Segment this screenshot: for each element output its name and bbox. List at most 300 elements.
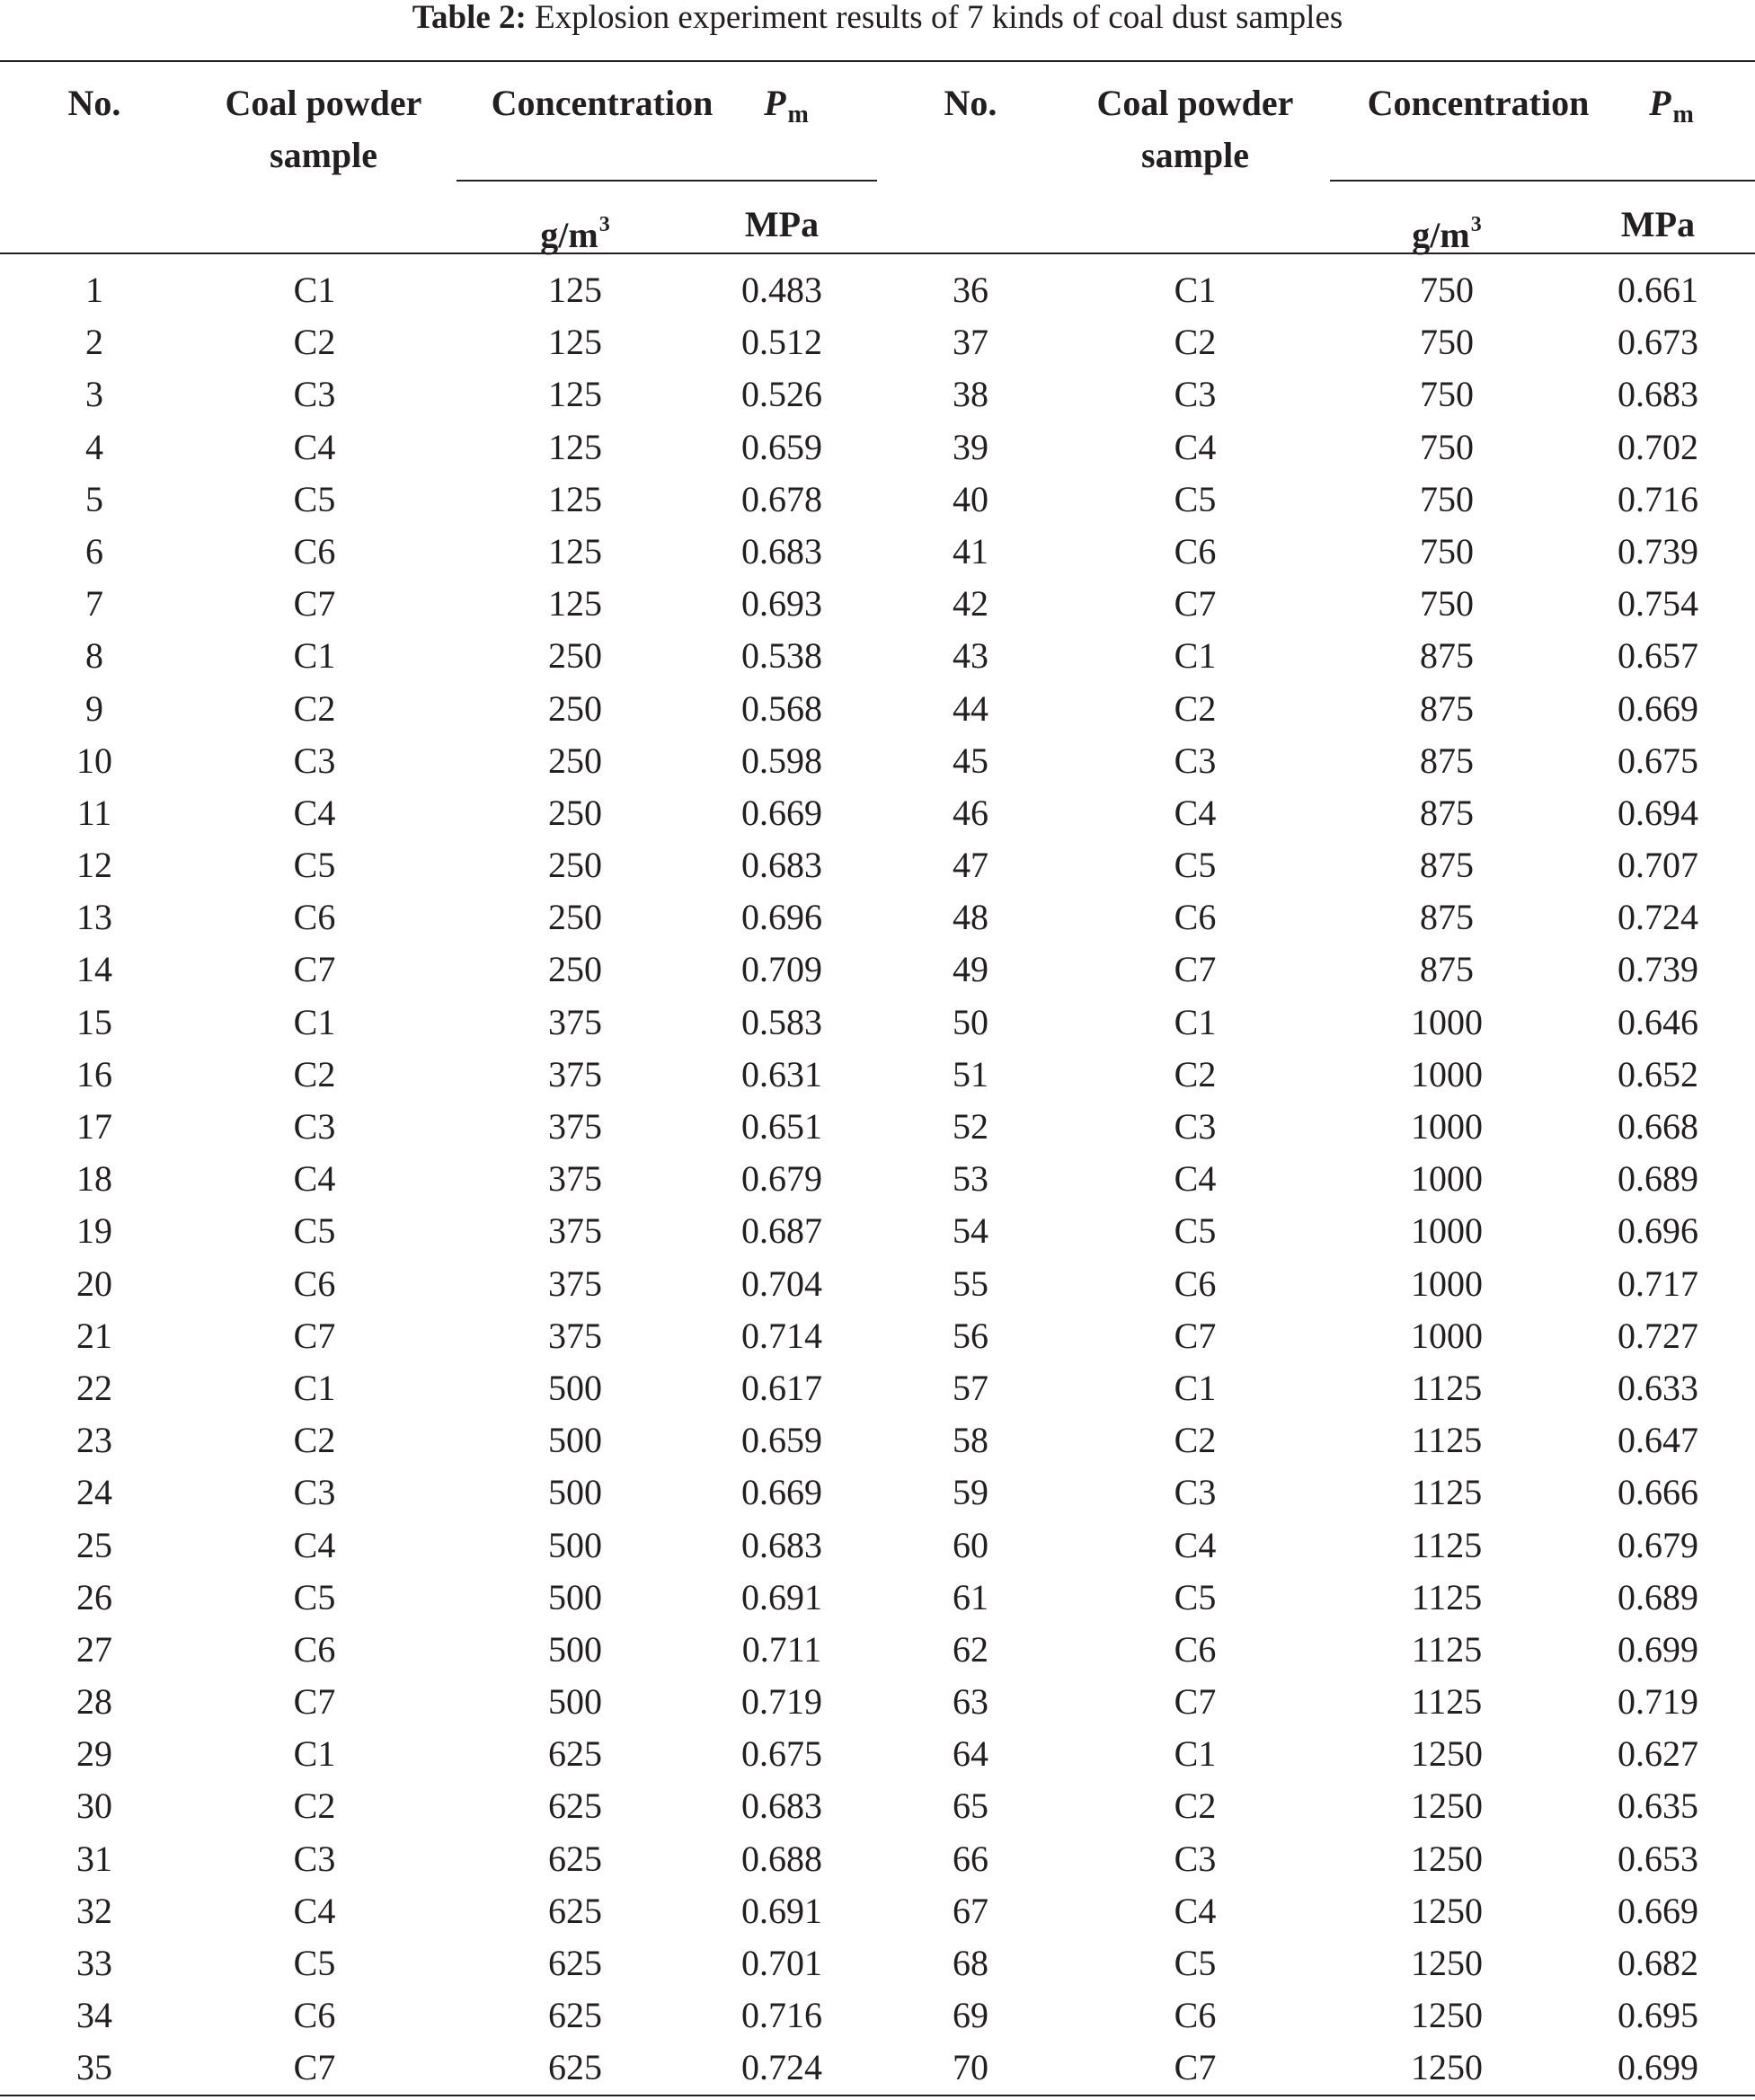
cell-no: 15	[76, 1001, 112, 1042]
cell-no: 27	[76, 1628, 112, 1670]
table-row	[0, 1885, 1755, 1937]
cell-no: 61	[953, 1576, 988, 1617]
cell-pm: 0.669	[741, 792, 822, 833]
cell-pm: 0.695	[1618, 1995, 1698, 2036]
concentration-rule-left	[456, 180, 877, 182]
cell-no: 49	[953, 949, 988, 990]
cell-concentration: 125	[548, 530, 602, 572]
cell-no: 39	[953, 426, 988, 467]
cell-no: 14	[76, 949, 112, 990]
cell-pm: 0.714	[741, 1315, 822, 1356]
cell-no: 8	[85, 635, 103, 677]
cell-sample: C4	[1174, 1890, 1217, 1931]
cell-sample: C5	[1174, 1943, 1217, 1983]
cell-pm: 0.724	[1618, 897, 1698, 938]
cell-concentration: 250	[548, 635, 602, 677]
cell-pm: 0.683	[741, 1785, 822, 1827]
table-row	[0, 526, 1755, 578]
cell-concentration: 875	[1420, 845, 1474, 886]
cell-no: 2	[85, 322, 103, 363]
cell-sample: C1	[1174, 270, 1217, 310]
cell-sample: C6	[293, 1628, 336, 1670]
cell-no: 13	[76, 897, 112, 938]
cell-concentration: 500	[548, 1472, 602, 1513]
cell-pm: 0.719	[741, 1681, 822, 1723]
cell-no: 33	[76, 1943, 112, 1983]
cell-sample: C1	[293, 1367, 336, 1408]
cell-concentration: 1000	[1411, 1053, 1483, 1094]
header-pm-right: $P_m$	[1649, 83, 1694, 128]
cell-pm: 0.688	[741, 1838, 822, 1879]
table-caption	[0, 0, 1755, 36]
table-row	[0, 1780, 1755, 1832]
cell-concentration: 875	[1420, 792, 1474, 833]
cell-pm: 0.683	[741, 845, 822, 886]
cell-sample: C6	[1174, 530, 1217, 572]
cell-pm: 0.682	[1618, 1943, 1698, 1983]
cell-concentration: 1125	[1411, 1420, 1483, 1461]
cell-concentration: 1125	[1411, 1367, 1483, 1408]
caption-label: Table 2:	[412, 0, 527, 36]
table-row	[0, 1362, 1755, 1414]
cell-sample: C6	[293, 897, 336, 938]
cell-concentration: 1000	[1411, 1263, 1483, 1304]
cell-sample: C2	[1174, 1053, 1217, 1094]
cell-concentration: 625	[548, 2047, 602, 2088]
cell-sample: C7	[293, 949, 336, 990]
cell-concentration: 375	[548, 1210, 602, 1252]
table-row	[0, 683, 1755, 735]
cell-sample: C4	[293, 1890, 336, 1931]
cell-no: 11	[76, 792, 112, 833]
cell-concentration: 1125	[1411, 1628, 1483, 1670]
cell-no: 6	[85, 530, 103, 572]
cell-no: 18	[76, 1158, 112, 1200]
cell-sample: C3	[1174, 1106, 1217, 1147]
cell-pm: 0.724	[741, 2047, 822, 2088]
cell-pm: 0.727	[1618, 1315, 1698, 1356]
cell-pm: 0.633	[1618, 1367, 1698, 1408]
cell-no: 48	[953, 897, 988, 938]
cell-sample: C1	[293, 635, 336, 677]
cell-sample: C1	[1174, 1733, 1217, 1775]
cell-sample: C2	[293, 322, 336, 363]
cell-sample: C5	[293, 1576, 336, 1617]
cell-no: 54	[953, 1210, 988, 1252]
cell-pm: 0.683	[741, 1524, 822, 1565]
cell-sample: C4	[293, 1158, 336, 1200]
table-row	[0, 1520, 1755, 1572]
cell-concentration: 750	[1420, 426, 1474, 467]
cell-sample: C5	[1174, 845, 1217, 886]
cell-concentration: 750	[1420, 322, 1474, 363]
cell-concentration: 125	[548, 426, 602, 467]
table-row	[0, 316, 1755, 368]
cell-pm: 0.583	[741, 1001, 822, 1042]
table-row	[0, 1624, 1755, 1676]
cell-no: 43	[953, 635, 988, 677]
cell-no: 55	[953, 1263, 988, 1304]
cell-concentration: 250	[548, 740, 602, 781]
cell-no: 10	[76, 740, 112, 781]
table-row	[0, 1101, 1755, 1153]
cell-sample: C7	[1174, 949, 1217, 990]
cell-pm: 0.675	[741, 1733, 822, 1775]
cell-pm: 0.711	[741, 1628, 822, 1670]
cell-sample: C6	[293, 1995, 336, 2036]
header-concentration-left: Concentration	[491, 83, 714, 123]
table-row	[0, 787, 1755, 839]
cell-concentration: 125	[548, 270, 602, 310]
cell-sample: C3	[1174, 1838, 1217, 1879]
cell-no: 56	[953, 1315, 988, 1356]
cell-no: 1	[85, 270, 103, 310]
cell-concentration: 1250	[1411, 1890, 1483, 1931]
cell-no: 20	[76, 1263, 112, 1304]
cell-sample: C5	[293, 1210, 336, 1252]
cell-sample: C5	[293, 478, 336, 519]
cell-pm: 0.661	[1618, 270, 1698, 310]
header-concentration-right: Concentration	[1367, 83, 1590, 123]
cell-concentration: 750	[1420, 583, 1474, 625]
cell-pm: 0.716	[741, 1995, 822, 2036]
cell-sample: C6	[1174, 1263, 1217, 1304]
cell-no: 34	[76, 1995, 112, 2036]
cell-no: 45	[953, 740, 988, 781]
cell-concentration: 500	[548, 1420, 602, 1461]
cell-no: 69	[953, 1995, 988, 2036]
cell-concentration: 375	[548, 1315, 602, 1356]
cell-sample: C5	[1174, 478, 1217, 519]
cell-pm: 0.598	[741, 740, 822, 781]
cell-pm: 0.716	[1618, 478, 1698, 519]
cell-concentration: 500	[548, 1367, 602, 1408]
cell-sample: C2	[1174, 687, 1217, 729]
cell-no: 32	[76, 1890, 112, 1931]
cell-sample: C1	[293, 270, 336, 310]
cell-concentration: 625	[548, 1785, 602, 1827]
header-unit-pm-right: MPa	[1620, 204, 1696, 244]
cell-no: 7	[85, 583, 103, 625]
cell-concentration: 1250	[1411, 1995, 1483, 2036]
cell-pm: 0.647	[1618, 1420, 1698, 1461]
cell-no: 64	[953, 1733, 988, 1775]
table-row	[0, 735, 1755, 787]
cell-no: 63	[953, 1681, 988, 1723]
cell-no: 36	[953, 270, 988, 310]
bottom-rule	[0, 2095, 1755, 2096]
cell-no: 25	[76, 1524, 112, 1565]
cell-pm: 0.701	[741, 1943, 822, 1983]
table-row	[0, 944, 1755, 996]
concentration-rule-right	[1330, 180, 1755, 182]
cell-no: 30	[76, 1785, 112, 1827]
table-row	[0, 891, 1755, 944]
header-pm-left: $P_m$	[764, 83, 809, 128]
cell-pm: 0.669	[1618, 687, 1698, 729]
table-row	[0, 2042, 1755, 2094]
cell-sample: C4	[293, 792, 336, 833]
cell-sample: C7	[1174, 1681, 1217, 1723]
table-row	[0, 474, 1755, 526]
table-row	[0, 1205, 1755, 1257]
cell-pm: 0.659	[741, 426, 822, 467]
cell-concentration: 1250	[1411, 1838, 1483, 1879]
cell-pm: 0.689	[1618, 1158, 1698, 1200]
cell-no: 46	[953, 792, 988, 833]
cell-pm: 0.696	[1618, 1210, 1698, 1252]
cell-concentration: 750	[1420, 270, 1474, 310]
cell-concentration: 375	[548, 1053, 602, 1094]
cell-sample: C3	[293, 740, 336, 781]
cell-sample: C5	[293, 845, 336, 886]
cell-concentration: 1000	[1411, 1158, 1483, 1200]
cell-pm: 0.538	[741, 635, 822, 677]
cell-concentration: 1000	[1411, 1001, 1483, 1042]
cell-pm: 0.668	[1618, 1106, 1698, 1147]
cell-sample: C1	[1174, 1367, 1217, 1408]
cell-sample: C4	[1174, 426, 1217, 467]
cell-sample: C2	[1174, 322, 1217, 363]
cell-pm: 0.683	[1618, 374, 1698, 415]
cell-pm: 0.651	[741, 1106, 822, 1147]
cell-no: 17	[76, 1106, 112, 1147]
table-row	[0, 1989, 1755, 2042]
cell-sample: C6	[293, 1263, 336, 1304]
cell-no: 62	[953, 1628, 988, 1670]
cell-concentration: 1250	[1411, 1733, 1483, 1775]
cell-pm: 0.691	[741, 1890, 822, 1931]
cell-sample: C3	[293, 1106, 336, 1147]
table-row	[0, 1258, 1755, 1310]
caption-text: Explosion experiment results of 7 kinds of coal dust samples	[535, 0, 1343, 36]
cell-no: 35	[76, 2047, 112, 2088]
cell-concentration: 500	[548, 1681, 602, 1723]
cell-concentration: 1000	[1411, 1106, 1483, 1147]
cell-sample: C3	[293, 374, 336, 415]
cell-concentration: 625	[548, 1733, 602, 1775]
cell-concentration: 500	[548, 1628, 602, 1670]
cell-sample: C2	[293, 1420, 336, 1461]
cell-concentration: 875	[1420, 740, 1474, 781]
cell-sample: C4	[1174, 1524, 1217, 1565]
cell-sample: C6	[1174, 1995, 1217, 2036]
cell-no: 16	[76, 1053, 112, 1094]
cell-pm: 0.679	[1618, 1524, 1698, 1565]
cell-sample: C3	[293, 1472, 336, 1513]
cell-concentration: 1125	[1411, 1576, 1483, 1617]
cell-pm: 0.627	[1618, 1733, 1698, 1775]
cell-sample: C5	[1174, 1210, 1217, 1252]
cell-concentration: 875	[1420, 687, 1474, 729]
table-row	[0, 578, 1755, 630]
cell-no: 68	[953, 1943, 988, 1983]
cell-no: 38	[953, 374, 988, 415]
cell-no: 40	[953, 478, 988, 519]
cell-concentration: 1250	[1411, 1785, 1483, 1827]
cell-sample: C3	[1174, 1472, 1217, 1513]
header-unit-pm-left: MPa	[744, 204, 820, 244]
cell-concentration: 1125	[1411, 1681, 1483, 1723]
cell-concentration: 375	[548, 1263, 602, 1304]
cell-pm: 0.669	[741, 1472, 822, 1513]
cell-concentration: 625	[548, 1890, 602, 1931]
cell-no: 28	[76, 1681, 112, 1723]
cell-concentration: 125	[548, 374, 602, 415]
table-row	[0, 1676, 1755, 1728]
cell-pm: 0.691	[741, 1576, 822, 1617]
cell-no: 44	[953, 687, 988, 729]
cell-no: 50	[953, 1001, 988, 1042]
header-unit-conc-left: $g/m^3$	[540, 213, 610, 255]
table-row	[0, 1572, 1755, 1624]
header-unit-conc-right: $g/m^3$	[1412, 213, 1482, 255]
cell-pm: 0.675	[1618, 740, 1698, 781]
cell-no: 37	[953, 322, 988, 363]
cell-no: 58	[953, 1420, 988, 1461]
cell-concentration: 250	[548, 949, 602, 990]
cell-pm: 0.673	[1618, 322, 1698, 363]
table-row	[0, 1049, 1755, 1101]
cell-no: 67	[953, 1890, 988, 1931]
cell-no: 31	[76, 1838, 112, 1879]
table-row	[0, 630, 1755, 682]
header-no-right: No.	[944, 83, 997, 123]
table-row	[0, 997, 1755, 1049]
table-row	[0, 1466, 1755, 1519]
cell-concentration: 125	[548, 322, 602, 363]
cell-pm: 0.754	[1618, 583, 1698, 625]
cell-concentration: 1250	[1411, 2047, 1483, 2088]
cell-no: 26	[76, 1576, 112, 1617]
header-no-left: No.	[67, 83, 121, 123]
cell-pm: 0.694	[1618, 792, 1698, 833]
cell-sample: C3	[1174, 740, 1217, 781]
cell-no: 23	[76, 1420, 112, 1461]
cell-sample: C7	[293, 583, 336, 625]
cell-concentration: 875	[1420, 897, 1474, 938]
cell-concentration: 375	[548, 1106, 602, 1147]
cell-sample: C5	[293, 1943, 336, 1983]
table-row	[0, 368, 1755, 421]
cell-no: 52	[953, 1106, 988, 1147]
cell-pm: 0.699	[1618, 2047, 1698, 2088]
cell-concentration: 250	[548, 897, 602, 938]
cell-no: 29	[76, 1733, 112, 1775]
cell-sample: C7	[293, 1315, 336, 1356]
table-row	[0, 839, 1755, 891]
cell-no: 53	[953, 1158, 988, 1200]
cell-no: 42	[953, 583, 988, 625]
cell-no: 47	[953, 845, 988, 886]
cell-no: 3	[85, 374, 103, 415]
cell-no: 59	[953, 1472, 988, 1513]
cell-concentration: 250	[548, 687, 602, 729]
cell-no: 51	[953, 1053, 988, 1094]
cell-sample: C4	[1174, 1158, 1217, 1200]
cell-sample: C7	[293, 2047, 336, 2088]
cell-pm: 0.631	[741, 1053, 822, 1094]
cell-no: 65	[953, 1785, 988, 1827]
table-body	[0, 264, 1755, 2095]
cell-pm: 0.739	[1618, 530, 1698, 572]
cell-concentration: 875	[1420, 635, 1474, 677]
cell-concentration: 250	[548, 845, 602, 886]
cell-no: 24	[76, 1472, 112, 1513]
cell-concentration: 625	[548, 1943, 602, 1983]
cell-sample: C3	[293, 1838, 336, 1879]
cell-concentration: 250	[548, 792, 602, 833]
cell-pm: 0.666	[1618, 1472, 1698, 1513]
cell-concentration: 875	[1420, 949, 1474, 990]
cell-pm: 0.709	[741, 949, 822, 990]
cell-pm: 0.717	[1618, 1263, 1698, 1304]
header-sample-right: Coal powder sample	[1096, 83, 1294, 175]
table-row	[0, 1153, 1755, 1205]
table-row	[0, 1728, 1755, 1780]
cell-concentration: 125	[548, 478, 602, 519]
cell-sample: C2	[1174, 1785, 1217, 1827]
cell-no: 66	[953, 1838, 988, 1879]
cell-pm: 0.526	[741, 374, 822, 415]
cell-pm: 0.702	[1618, 426, 1698, 467]
cell-no: 22	[76, 1367, 112, 1408]
cell-pm: 0.483	[741, 270, 822, 310]
cell-sample: C6	[1174, 897, 1217, 938]
cell-concentration: 750	[1420, 478, 1474, 519]
table-row	[0, 1937, 1755, 1989]
cell-no: 4	[85, 426, 103, 467]
cell-concentration: 1000	[1411, 1315, 1483, 1356]
cell-pm: 0.635	[1618, 1785, 1698, 1827]
cell-no: 12	[76, 845, 112, 886]
cell-concentration: 750	[1420, 530, 1474, 572]
cell-pm: 0.646	[1618, 1001, 1698, 1042]
cell-no: 5	[85, 478, 103, 519]
cell-no: 21	[76, 1315, 112, 1356]
cell-sample: C4	[293, 1524, 336, 1565]
cell-sample: C2	[1174, 1420, 1217, 1461]
cell-concentration: 375	[548, 1158, 602, 1200]
table-row	[0, 1414, 1755, 1466]
cell-sample: C5	[1174, 1576, 1217, 1617]
cell-pm: 0.719	[1618, 1681, 1698, 1723]
cell-sample: C2	[293, 687, 336, 729]
cell-pm: 0.617	[741, 1367, 822, 1408]
cell-sample: C6	[1174, 1628, 1217, 1670]
cell-concentration: 375	[548, 1001, 602, 1042]
cell-pm: 0.696	[741, 897, 822, 938]
cell-concentration: 750	[1420, 374, 1474, 415]
cell-sample: C7	[1174, 1315, 1217, 1356]
cell-pm: 0.669	[1618, 1890, 1698, 1931]
cell-pm: 0.679	[741, 1158, 822, 1200]
cell-pm: 0.693	[741, 583, 822, 625]
cell-pm: 0.678	[741, 478, 822, 519]
cell-pm: 0.659	[741, 1420, 822, 1461]
cell-pm: 0.683	[741, 530, 822, 572]
cell-concentration: 500	[548, 1524, 602, 1565]
table-row	[0, 421, 1755, 474]
cell-concentration: 500	[548, 1576, 602, 1617]
header-sample-left: Coal powder sample	[225, 83, 422, 175]
cell-pm: 0.707	[1618, 845, 1698, 886]
cell-pm: 0.657	[1618, 635, 1698, 677]
cell-pm: 0.687	[741, 1210, 822, 1252]
cell-sample: C1	[293, 1733, 336, 1775]
cell-concentration: 625	[548, 1838, 602, 1879]
cell-pm: 0.568	[741, 687, 822, 729]
